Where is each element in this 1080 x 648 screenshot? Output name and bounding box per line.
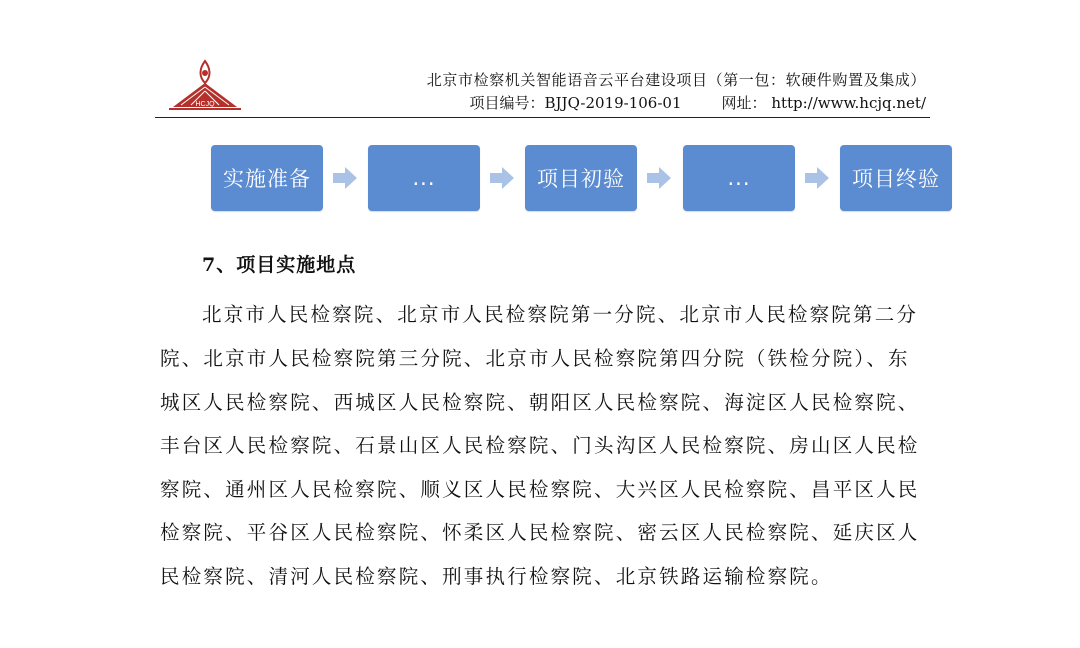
flow-step-final-acceptance: 项目终验 xyxy=(840,145,952,211)
svg-text:HCJQ: HCJQ xyxy=(195,101,215,108)
paragraph-line: 城区人民检察院、西城区人民检察院、朝阳区人民检察院、海淀区人民检察院、 xyxy=(160,391,920,414)
header-project-title: 北京市检察机关智能语音云平台建设项目（第一包：软硬件购置及集成） xyxy=(426,71,926,89)
header-project-info xyxy=(470,92,927,113)
flow-step-ellipsis-2: ... xyxy=(683,145,795,211)
arrow-right-icon xyxy=(647,167,671,189)
section-heading: 7、项目实施地点 xyxy=(202,254,357,276)
paragraph-line: 北京市人民检察院、北京市人民检察院第一分院、北京市人民检察院第二分 xyxy=(202,303,919,326)
flow-step-ellipsis-1: ... xyxy=(368,145,480,211)
paragraph-line: 丰台区人民检察院、石景山区人民检察院、门头沟区人民检察院、房山区人民检 xyxy=(160,434,920,457)
process-flow xyxy=(211,145,953,211)
project-no-label: 项目编号： xyxy=(469,94,545,112)
paragraph-line: 察院、通州区人民检察院、顺义区人民检察院、大兴区人民检察院、昌平区人民 xyxy=(160,478,920,501)
flow-step-prepare: 实施准备 xyxy=(211,145,323,211)
paragraph-line: 民检察院、清河人民检察院、刑事执行检察院、北京铁路运输检察院。 xyxy=(160,565,833,588)
website-label: 网址： xyxy=(721,94,767,112)
arrow-right-icon xyxy=(333,167,357,189)
paragraph-line: 检察院、平谷区人民检察院、怀柔区人民检察院、密云区人民检察院、延庆区人 xyxy=(160,521,920,544)
hcjq-logo-icon xyxy=(165,55,245,113)
website-link[interactable]: http://www.hcjq.net/ xyxy=(771,94,926,112)
flow-step-initial-acceptance: 项目初验 xyxy=(525,145,637,211)
project-no: BJJQ-2019-106-01 xyxy=(544,94,682,112)
arrow-right-icon xyxy=(490,167,514,189)
page-header xyxy=(155,55,930,118)
arrow-right-icon xyxy=(805,167,829,189)
paragraph-line: 院、北京市人民检察院第三分院、北京市人民检察院第四分院（铁检分院）、东 xyxy=(160,347,910,370)
